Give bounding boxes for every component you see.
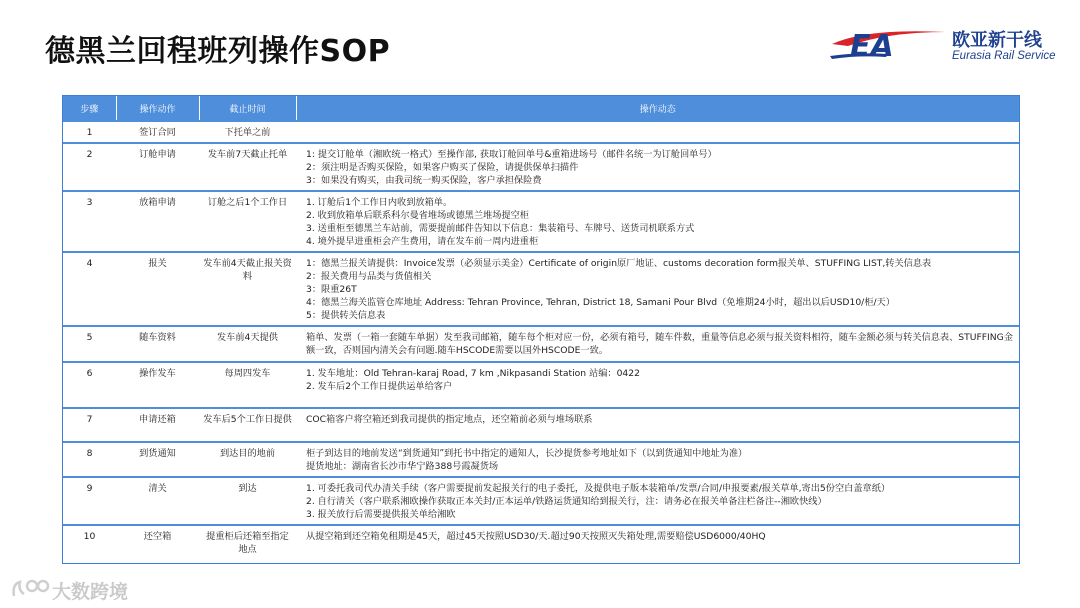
detail-line: 2. 自行清关（客户联系湘欧操作获取正本关封/正本运单/铁路运货通知给到报关行，注：请务必在报关单备注栏备注--湘欧快线） <box>306 496 827 507</box>
deadline-cell: 提重柜后还箱至指定地点 <box>199 525 296 563</box>
step-number: 8 <box>63 442 116 477</box>
column-header-action: 操作动作 <box>116 96 199 121</box>
detail-line: 3：限重26T <box>306 284 357 295</box>
details-cell <box>296 326 1019 362</box>
deadline-cell: 到达 <box>199 477 296 525</box>
sop-table <box>63 96 1019 563</box>
table-row <box>63 191 1019 252</box>
step-number: 4 <box>63 252 116 326</box>
detail-line: 3. 报关放行后需要提供报关单给湘欧 <box>306 509 456 520</box>
logo-chinese-text: 欧亚新干线 <box>952 30 1042 51</box>
detail-line: 1. 发车地址：Old Tehran-karaj Road, 7 km ,Nikpasandi Station 站编：0422 <box>306 368 640 379</box>
step-number: 7 <box>63 408 116 442</box>
watermark <box>6 575 146 603</box>
logo-mark-icon <box>828 26 948 66</box>
watermark-logo-icon <box>10 578 50 600</box>
detail-line: 提货地址：湖南省长沙市华宁路388号霞凝货场 <box>306 461 499 472</box>
step-number: 5 <box>63 326 116 362</box>
details-cell <box>296 252 1019 326</box>
column-header-deadline: 截止时间 <box>199 96 296 121</box>
column-header-step: 步骤 <box>63 96 116 121</box>
detail-line: 4：德黑兰海关监管仓库地址 Address: Tehran Province, Tehran, District 18, Samani Pour Blvd（免堆期24小时，超出以后USD10/柜/天） <box>306 297 895 308</box>
action-cell: 还空箱 <box>116 525 199 563</box>
deadline-cell: 发车前4天提供 <box>199 326 296 362</box>
details-cell <box>296 191 1019 252</box>
detail-line: 柜子到达目的地前发送“到货通知”到托书中指定的通知人，长沙提货参考地址如下（以到货通知中地址为准） <box>306 448 748 459</box>
page-title: 德黑兰回程班列操作SOP <box>45 34 391 69</box>
step-number: 6 <box>63 362 116 408</box>
deadline-cell: 发车前4天截止报关资料 <box>199 252 296 326</box>
table-row <box>63 408 1019 442</box>
action-cell: 放箱申请 <box>116 191 199 252</box>
deadline-cell: 发车前7天截止托单 <box>199 143 296 191</box>
detail-line: 从提空箱到还空箱免租期是45天，超过45天按照USD30/天.超过90天按照灭失箱处理,需要赔偿USD6000/40HQ <box>306 531 766 542</box>
table-row <box>63 121 1019 143</box>
action-cell: 清关 <box>116 477 199 525</box>
detail-line: 2：报关费用与品类与货值相关 <box>306 271 432 282</box>
deadline-cell: 发车后5个工作日提供 <box>199 408 296 442</box>
action-cell: 操作发车 <box>116 362 199 408</box>
svg-text:EA: EA <box>850 29 894 64</box>
table-header-row <box>63 96 1019 121</box>
step-number: 10 <box>63 525 116 563</box>
details-cell <box>296 442 1019 477</box>
deadline-cell: 每周四发车 <box>199 362 296 408</box>
column-header-details: 操作动态 <box>296 96 1019 121</box>
details-cell <box>296 121 1019 143</box>
action-cell: 订舱申请 <box>116 143 199 191</box>
step-number: 3 <box>63 191 116 252</box>
watermark-text: 大数跨境 <box>52 581 129 603</box>
detail-line: 1. 可委托我司代办清关手续（客户需要提前发起报关行的电子委托，及提供电子版本装箱单/发票/合同/申报要素/报关草单,寄出5份空白盖章纸） <box>306 483 891 494</box>
detail-line: 5：提供转关信息表 <box>306 310 386 321</box>
detail-line: 1：德黑兰报关请提供：Invoice发票（必须显示美金）Certificate of origin原厂地证、customs decoration form报关单、STUFFING LIST,转关信息表 <box>306 258 932 269</box>
table-row <box>63 326 1019 362</box>
company-logo <box>828 26 1068 68</box>
sop-table-container <box>62 95 1020 564</box>
table-row <box>63 143 1019 191</box>
action-cell: 申请还箱 <box>116 408 199 442</box>
deadline-cell: 下托单之前 <box>199 121 296 143</box>
detail-line: COC箱客户将空箱还到我司提供的指定地点，还空箱前必须与堆场联系 <box>306 414 593 425</box>
action-cell: 到货通知 <box>116 442 199 477</box>
table-row <box>63 525 1019 563</box>
deadline-cell: 订舱之后1个工作日 <box>199 191 296 252</box>
step-number: 9 <box>63 477 116 525</box>
table-row <box>63 477 1019 525</box>
action-cell: 随车资料 <box>116 326 199 362</box>
table-row <box>63 252 1019 326</box>
detail-line: 箱单、发票（一箱一套随车单据）发至我司邮箱，随车每个柜对应一份，必须有箱号，随车件数，重量等信息必须与报关资料相符，随车金额必须与转关信息表、STUFFING金额一致，否则国内清关会有问题.随车HSCODE需要以国外HSCODE一致。 <box>306 332 1013 356</box>
logo-english-text: Eurasia Rail Service <box>952 50 1056 62</box>
details-cell <box>296 525 1019 563</box>
table-row <box>63 442 1019 477</box>
detail-line: 4. 境外提早进重柜会产生费用，请在发车前一周内进重柜 <box>306 236 539 247</box>
detail-line: 2. 发车后2个工作日提供运单给客户 <box>306 381 453 392</box>
details-cell <box>296 362 1019 408</box>
deadline-cell: 到达目的地前 <box>199 442 296 477</box>
details-cell <box>296 143 1019 191</box>
detail-line: 1. 订舱后1个工作日内收到放箱单。 <box>306 197 453 208</box>
step-number: 1 <box>63 121 116 143</box>
detail-line: 3：如果没有购买，由我司统一购买保险，客户承担保险费 <box>306 175 542 186</box>
details-cell <box>296 408 1019 442</box>
detail-line: 2：须注明是否购买保险，如果客户购买了保险，请提供保单扫描件 <box>306 162 579 173</box>
table-row <box>63 362 1019 408</box>
detail-line: 1: 提交订舱单（湘欧统一格式）至操作部, 获取订舱回单号&重箱进场号（邮件名统一为订舱回单号） <box>306 149 717 160</box>
action-cell: 报关 <box>116 252 199 326</box>
step-number: 2 <box>63 143 116 191</box>
action-cell: 签订合同 <box>116 121 199 143</box>
detail-line: 3. 送重柜至德黑兰车站前，需要提前邮件告知以下信息：集装箱号、车牌号、送货司机联系方式 <box>306 223 695 234</box>
details-cell <box>296 477 1019 525</box>
detail-line: 2. 收到放箱单后联系科尔曼省堆场或德黑兰堆场提空柜 <box>306 210 529 221</box>
